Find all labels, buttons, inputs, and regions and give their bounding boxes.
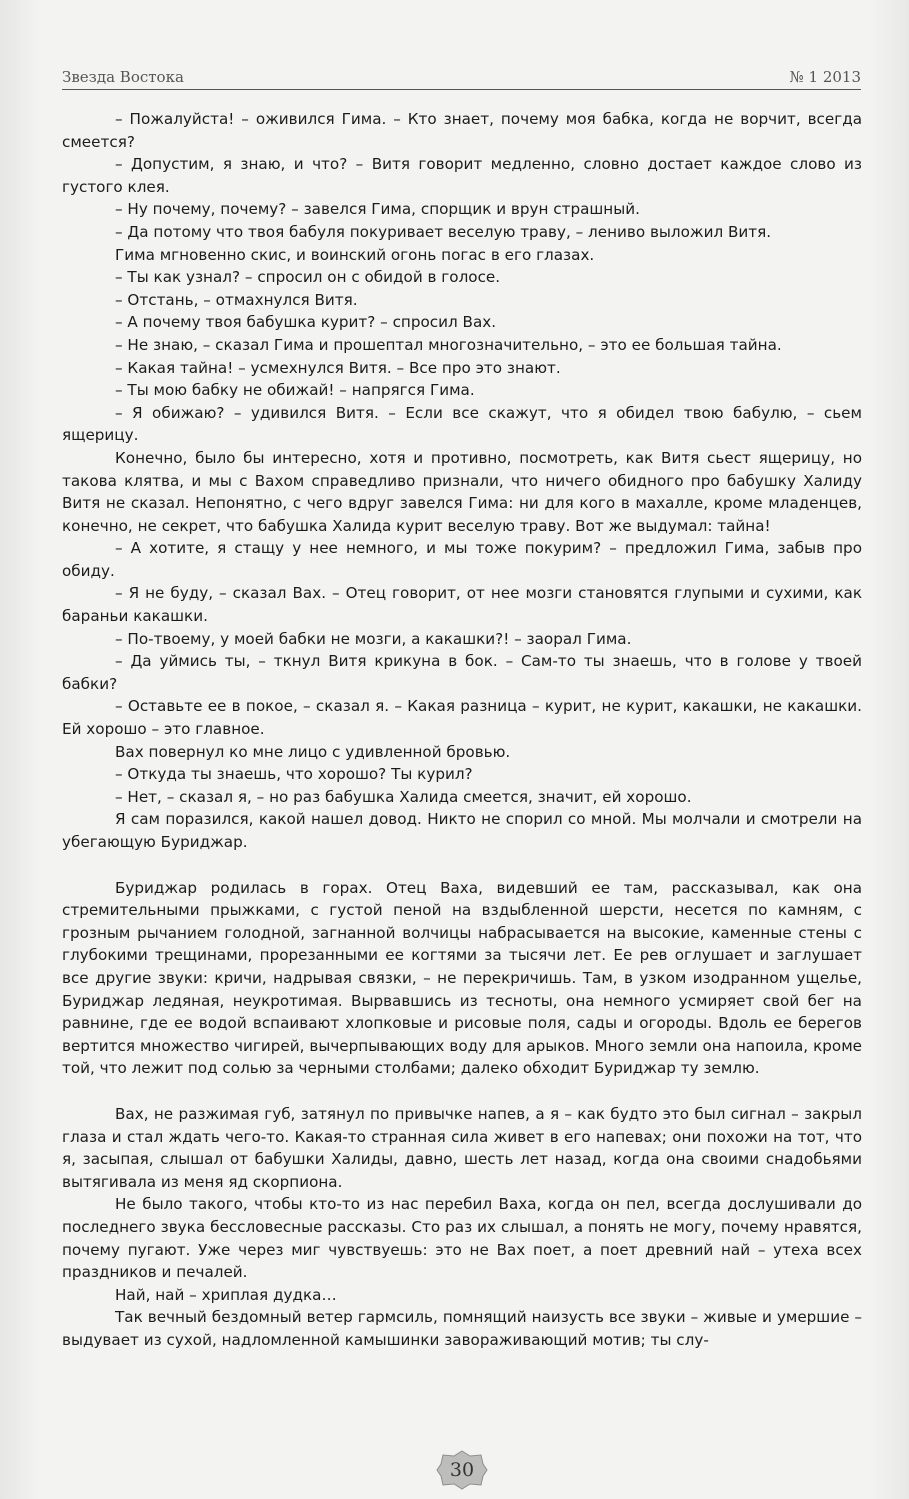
paragraph: – Оставьте ее в покое, – сказал я. – Какая разница – курит, не курит, какашки, не какашки. Ей хорошо – это главное.	[62, 697, 862, 739]
paragraph: Так вечный бездомный ветер гармсиль, помнящий наизусть все звуки – живые и умершие – выдувает из сухой, надломленной камышинки завораживающий мотив; ты слу-	[62, 1308, 862, 1349]
paragraph: Не было такого, чтобы кто-то из нас перебил Ваха, когда он пел, всегда дослушивали до последнего звука бессловесные рассказы. Сто раз их слышал, а понять не могу, почему нравятся, почему пугают. Уже через миг чувствуешь: это не Вах поет, а поет древний най – утеха всех праздников и печалей.	[62, 1195, 862, 1282]
paragraph: Вах, не разжимая губ, затянул по привычке напев, а я – как будто это был сигнал – закрыл глаза и стал ждать чего-то. Какая-то странная сила живет в его напевах; они похожи на тот, что я, засыпая, слышал от бабушки Халиды, давно, шесть лет назад, когда она своими снадобьями вытягивала из меня яд скорпиона.	[62, 1104, 862, 1191]
journal-title: Звезда Востока	[62, 68, 184, 86]
paragraph: – По-твоему, у моей бабки не мозги, а какашки?! – заорал Гима.	[115, 629, 632, 648]
section-break	[62, 1080, 862, 1103]
paragraph: Гима мгновенно скис, и воинский огонь погас в его глазах.	[115, 245, 595, 264]
section-break	[62, 854, 862, 877]
paragraph: – Ну почему, почему? – завелся Гима, спорщик и врун страшный.	[115, 200, 640, 219]
paragraph: – Допустим, я знаю, и что? – Витя говорит медленно, словно достает каждое слово из густого клея.	[62, 155, 862, 196]
paragraph: – Ты мою бабку не обижай! – напрягся Гима.	[115, 381, 475, 400]
page-number	[436, 1450, 488, 1490]
paragraph: Най, най – хриплая дудка…	[115, 1285, 337, 1304]
article-body	[62, 108, 862, 1351]
paragraph: – А хотите, я стащу у нее немного, и мы тоже покурим? – предложил Гима, забыв про обиду.	[62, 539, 862, 580]
paragraph: – Ты как узнал? – спросил он с обидой в голосе.	[115, 268, 501, 287]
page-number-text: 30	[449, 1459, 475, 1481]
paragraph: – Какая тайна! – усмехнулся Витя. – Все про это знают.	[115, 358, 561, 377]
paragraph: – Да потому что твоя бабуля покуривает веселую траву, – лениво выложил Витя.	[115, 222, 772, 241]
paragraph: Вах повернул ко мне лицо с удивленной бровью.	[115, 742, 511, 761]
paragraph: – Отстань, – отмахнулся Витя.	[115, 290, 358, 309]
paragraph: – Не знаю, – сказал Гима и прошептал многозначительно, – это ее большая тайна.	[115, 335, 782, 354]
paragraph: Буриджар родилась в горах. Отец Ваха, видевший ее там, рассказывал, как она стремительными прыжками, с густой пеной на вздыбленной шерсти, несется по камням, с грозным рычанием голодной, загнанной волчицы набрасывается на высокие, каменные стены с глубокими трещинами, прорезанными ее когтями за тысячи лет. Ее рев оглушает и заглушает все другие звуки: кричи, надрывая связки, – не перекричишь. Там, в узком изодранном ущелье, Буриджар ледяная, неукротимая. Вырвавшись из тесноты, она немного усмиряет свой бег на равнине, где ее водой вспаивают хлопковые и рисовые поля, сады и огороды. Вдоль ее берегов вертится множество чигирей, вычерпывающих воду для арыков. Много земли она напоила, кроме той, что лежит под солью за черными столбами; далеко обходит Буриджар ту землю.	[62, 878, 862, 1078]
issue-number: № 1 2013	[789, 68, 861, 86]
paragraph: – А почему твоя бабушка курит? – спросил Вах.	[115, 313, 497, 332]
paragraph: – Откуда ты знаешь, что хорошо? Ты курил?	[115, 765, 473, 784]
paragraph: Я сам поразился, какой нашел довод. Никто не спорил со мной. Мы молчали и смотрели на убегающую Буриджар.	[62, 810, 862, 851]
paragraph: – Да уймись ты, – ткнул Витя крикуна в бок. – Сам-то ты знаешь, что в голове у твоей бабки?	[62, 652, 862, 693]
running-header	[62, 60, 861, 90]
paragraph: Конечно, было бы интересно, хотя и противно, посмотреть, как Витя сьест ящерицу, но такова клятва, и мы с Вахом справедливо признали, что ничего обидного про бабушку Халиду Витя не сказал. Непонятно, с чего вдруг завелся Гима: ни для кого в махалле, кроме младенцев, конечно, не секрет, что бабушка Халида курит веселую траву. Вот же выдумал: тайна!	[62, 448, 862, 535]
paragraph: – Я не буду, – сказал Вах. – Отец говорит, от нее мозги становятся глупыми и сухими, как бараньи какашки.	[62, 584, 862, 626]
paragraph: – Я обижаю? – удивился Витя. – Если все скажут, что я обидел твою бабулю, – сьем ящерицу.	[62, 403, 862, 445]
paragraph: – Нет, – сказал я, – но раз бабушка Халида смеется, значит, ей хорошо.	[115, 787, 692, 806]
paragraph: – Пожалуйста! – оживился Гима. – Кто знает, почему моя бабка, когда не ворчит, всегда смеется?	[62, 110, 862, 151]
